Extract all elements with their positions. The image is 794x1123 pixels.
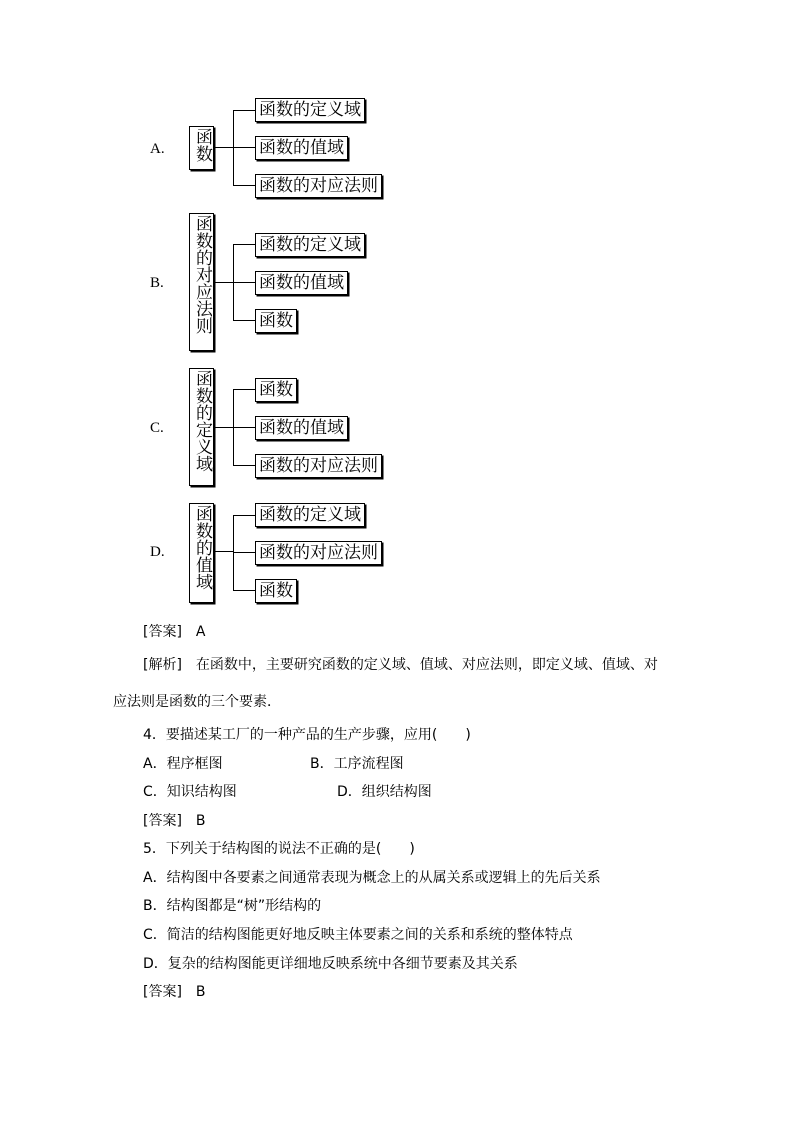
option-label-d: D.	[150, 544, 165, 560]
root-text-b: 函数的对应法则	[192, 215, 212, 334]
connector-line	[233, 110, 255, 111]
connector-line	[233, 282, 255, 283]
q5-option-d: D．复杂的结构图能更详细地反映系统中各细节要素及其关系	[143, 956, 518, 972]
root-box-b	[189, 213, 214, 351]
leaf-box-b-1: 函数的定义域	[255, 233, 365, 257]
connector-line	[233, 515, 234, 591]
leaf-box-d-1: 函数的定义域	[255, 503, 365, 527]
root-text-a: 函数	[192, 128, 212, 162]
option-label-a: A.	[150, 141, 165, 157]
leaf-box-a-2: 函数的值域	[255, 136, 348, 160]
root-text-c: 函数的定义域	[192, 370, 212, 472]
q5-option-a: A．结构图中各要素之间通常表现为概念上的从属关系或逻辑上的先后关系	[143, 870, 601, 886]
connector-line	[233, 320, 255, 321]
q4-option-b: B．工序流程图	[310, 756, 404, 772]
leaf-box-a-1: 函数的定义域	[255, 98, 365, 122]
q4-option-c: C．知识结构图	[143, 784, 237, 800]
answer-q4: [答案] B	[143, 813, 206, 829]
question-5: 5．下列关于结构图的说法不正确的是( )	[143, 841, 415, 857]
answer-q5: [答案] B	[143, 984, 206, 1000]
leaf-box-d-3: 函数	[255, 579, 297, 603]
leaf-box-b-2: 函数的值域	[255, 271, 348, 295]
leaf-box-c-2: 函数的值域	[255, 416, 348, 440]
connector-line	[214, 427, 234, 428]
leaf-box-c-3: 函数的对应法则	[255, 454, 382, 478]
connector-line	[233, 427, 255, 428]
option-label-c: C.	[150, 420, 164, 436]
root-text-d: 函数的值域	[192, 505, 212, 590]
connector-line	[233, 552, 255, 553]
leaf-box-d-2: 函数的对应法则	[255, 541, 382, 565]
connector-line	[214, 147, 234, 148]
question-4: 4．要描述某工厂的一种产品的生产步骤，应用( )	[143, 727, 471, 743]
q5-option-b: B．结构图都是“树”形结构的	[143, 898, 322, 914]
connector-line	[233, 465, 255, 466]
option-label-b: B.	[150, 275, 164, 291]
connector-line	[233, 389, 255, 390]
q4-option-a: A．程序框图	[143, 756, 223, 772]
analysis-line-1: [解析] 在函数中，主要研究函数的定义域、值域、对应法则，即定义域、值域、对	[143, 657, 658, 673]
leaf-box-a-3: 函数的对应法则	[255, 174, 382, 198]
connector-line	[214, 551, 234, 552]
root-box-d	[189, 503, 214, 603]
connector-line	[233, 147, 255, 148]
analysis-line-2: 应法则是函数的三个要素．	[113, 694, 281, 710]
connector-line	[233, 185, 255, 186]
connector-line	[233, 244, 255, 245]
root-box-c	[189, 368, 214, 486]
leaf-box-b-3: 函数	[255, 309, 297, 333]
connector-line	[214, 282, 234, 283]
answer-q3: [答案] A	[143, 624, 206, 640]
connector-line	[233, 590, 255, 591]
leaf-box-c-1: 函数	[255, 378, 297, 402]
connector-line	[233, 515, 255, 516]
q4-option-d: D．组织结构图	[337, 784, 432, 800]
q5-option-c: C．简洁的结构图能更好地反映主体要素之间的关系和系统的整体特点	[143, 927, 573, 943]
root-box-a	[189, 126, 214, 170]
